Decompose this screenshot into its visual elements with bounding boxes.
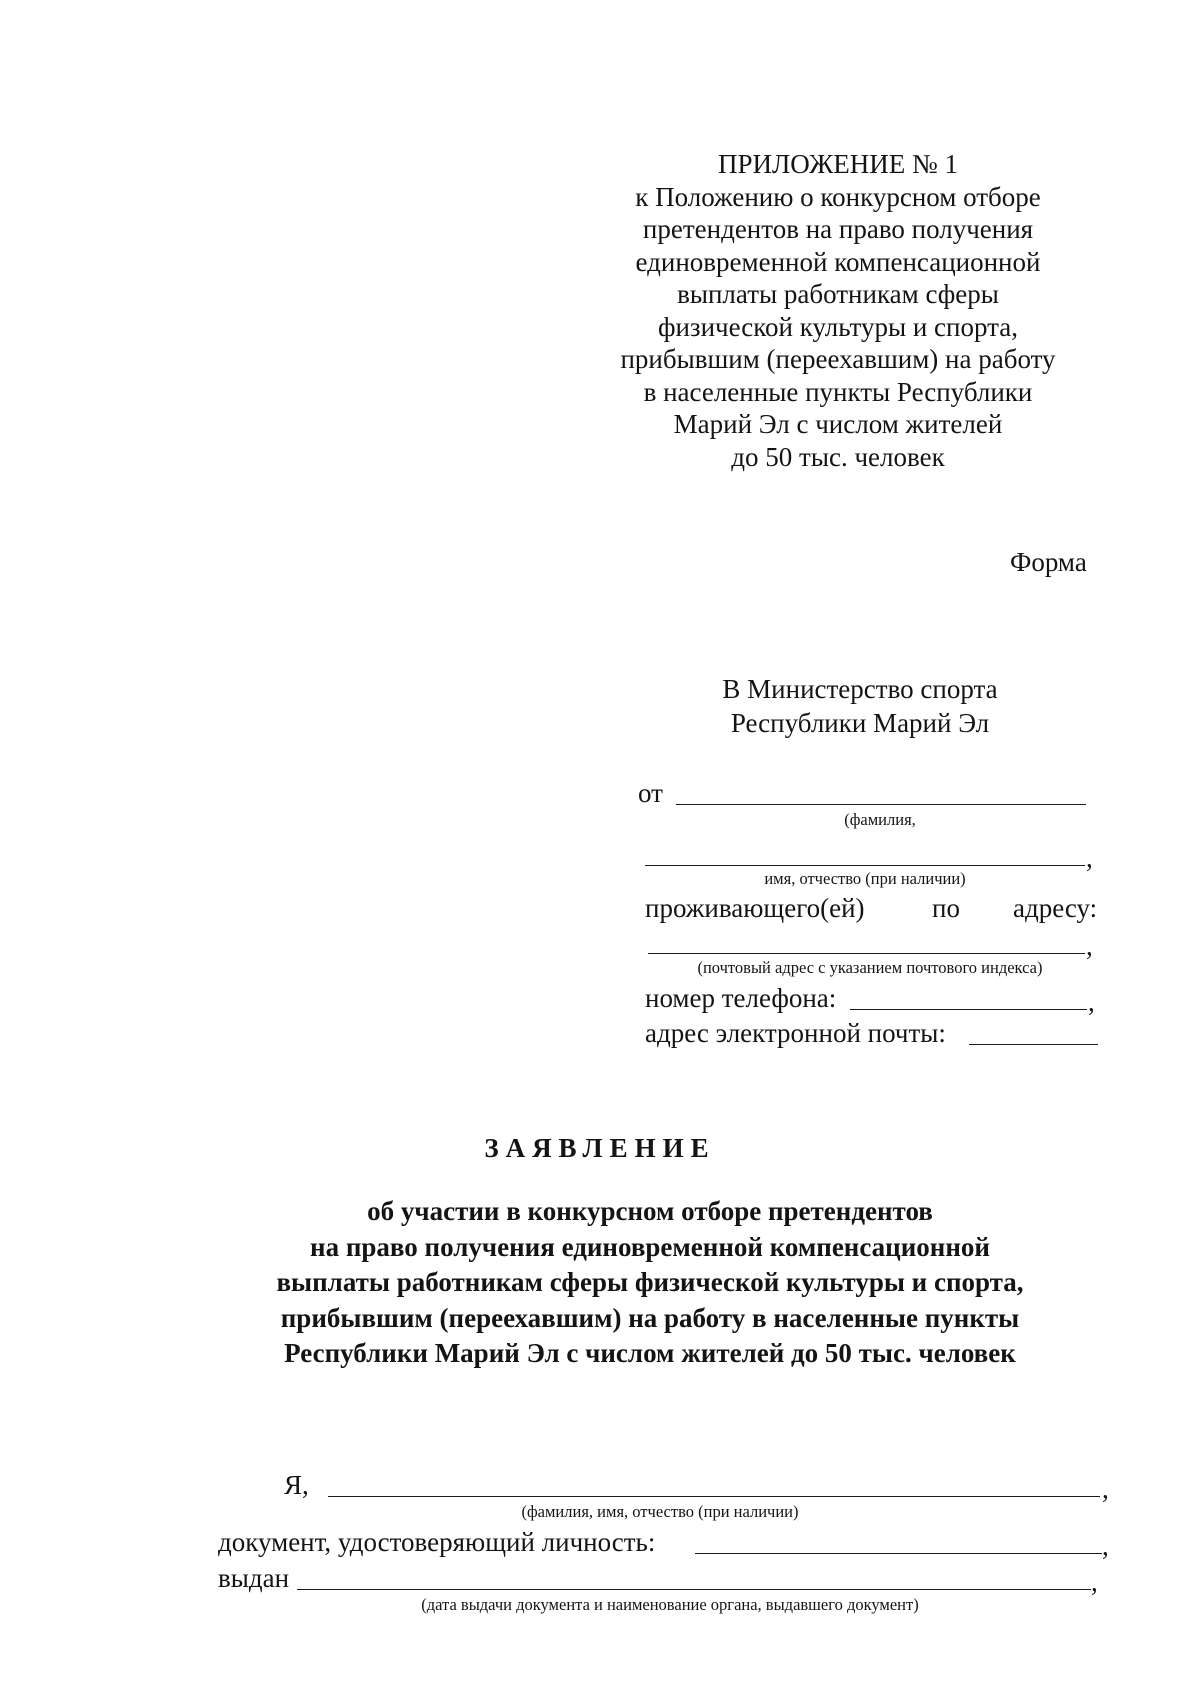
address-input-line[interactable] <box>648 953 1085 954</box>
appendix-line: прибывшим (переехавшим) на работу <box>620 344 1056 374</box>
comma: , <box>1091 1567 1098 1597</box>
issued-input-line[interactable] <box>297 1589 1091 1590</box>
appendix-line: до 50 тыс. человек <box>731 441 945 472</box>
email-label: адрес электронной почты: <box>645 1018 946 1048</box>
surname-input-line[interactable] <box>676 804 1086 805</box>
appendix-line: Марий Эл с числом жителей <box>673 409 1003 439</box>
form-label: Форма <box>1010 547 1087 577</box>
comma: , <box>1088 987 1095 1017</box>
subject-line: Республики Марий Эл с числом жителей до 50 тыс. человек <box>284 1338 1016 1368</box>
appendix-line: в населенные пункты Республики <box>643 376 1033 407</box>
appendix-block <box>588 148 1088 473</box>
comma: , <box>1086 843 1093 873</box>
issued-caption: (дата выдачи документа и наименование органа, выдавшего документ) <box>421 1595 919 1614</box>
statement-subject <box>200 1194 1100 1372</box>
phone-input-line[interactable] <box>850 1009 1087 1010</box>
residing-word-2: по <box>932 893 960 923</box>
recipient-block <box>700 672 1020 740</box>
appendix-line: физической культуры и спорта, <box>657 311 1018 342</box>
appendix-line: претендентов на право получения <box>642 214 1034 244</box>
statement-title: ЗАЯВЛЕНИЕ <box>484 1133 716 1163</box>
comma: , <box>1102 1531 1109 1561</box>
appendix-title: ПРИЛОЖЕНИЕ № 1 <box>717 149 959 179</box>
name-caption: имя, отчество (при наличии) <box>764 869 966 888</box>
email-input-line[interactable] <box>969 1044 1098 1045</box>
fio-input-line[interactable] <box>328 1496 1100 1497</box>
address-caption: (почтовый адрес с указанием почтового индекса) <box>697 958 1043 977</box>
comma: , <box>1102 1474 1109 1504</box>
appendix-line: к Положению о конкурсном отборе <box>635 181 1041 212</box>
issued-label: выдан <box>218 1563 290 1593</box>
i-label: Я, <box>284 1470 309 1500</box>
subject-line: прибывшим (переехавшим) на работу в населенные пункты <box>280 1302 1020 1333</box>
residing-word-1: проживающего(ей) <box>645 893 865 923</box>
fio-caption: (фамилия, имя, отчество (при наличии) <box>521 1502 799 1521</box>
appendix-line: выплаты работникам сферы <box>677 279 999 309</box>
comma: , <box>1086 931 1093 961</box>
subject-line: выплаты работникам сферы физической культуры и спорта, <box>276 1267 1024 1297</box>
id-doc-input-line[interactable] <box>695 1553 1102 1554</box>
surname-caption: (фамилия, <box>844 810 916 829</box>
name-input-line[interactable] <box>645 865 1085 866</box>
id-doc-label: документ, удостоверяющий личность: <box>218 1527 656 1557</box>
recipient-line-2: Республики Марий Эл <box>730 708 990 738</box>
subject-line: об участии в конкурсном отборе претендентов <box>367 1196 933 1226</box>
appendix-line: единовременной компенсационной <box>635 246 1041 277</box>
subject-line: на право получения единовременной компенсационной <box>310 1231 990 1262</box>
phone-label: номер телефона: <box>645 983 837 1013</box>
from-label: от <box>638 778 663 808</box>
recipient-line-1: В Министерство спорта <box>722 674 998 704</box>
residing-word-3: адресу: <box>1013 893 1098 923</box>
